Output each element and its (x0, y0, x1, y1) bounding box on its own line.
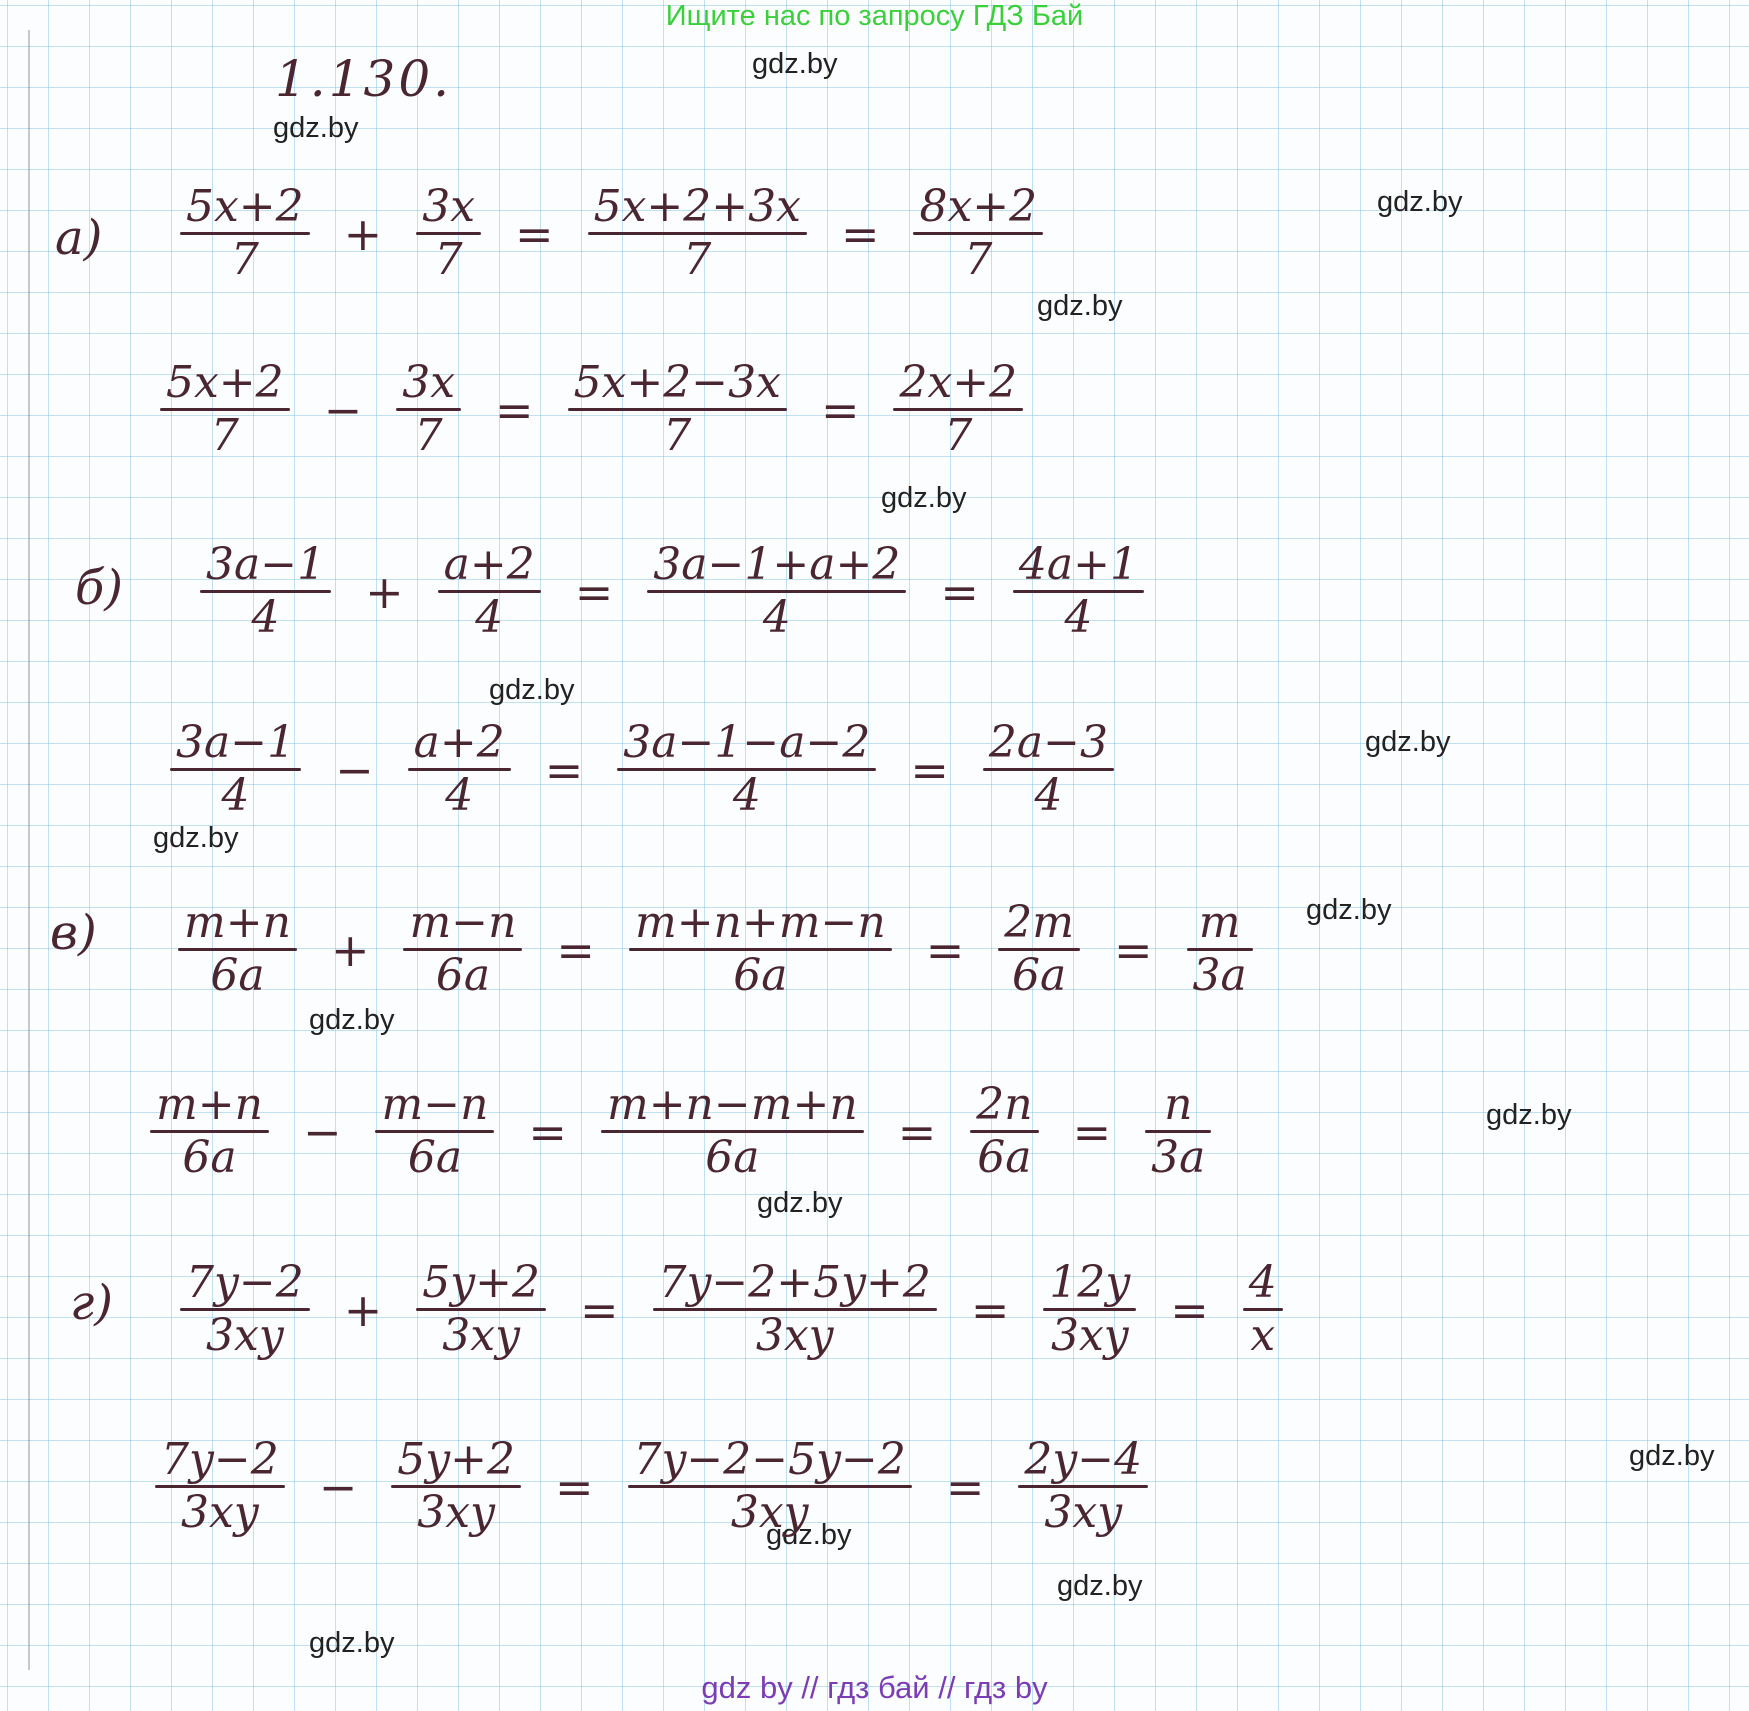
numerator: 7y−2 (186, 1257, 304, 1308)
operator: + (343, 206, 383, 261)
equals-sign: = (945, 1459, 985, 1514)
denominator: 7 (414, 410, 443, 461)
numerator: 4 (1248, 1257, 1277, 1308)
numerator: n (1164, 1079, 1193, 1130)
denominator: 3xy (730, 1487, 809, 1538)
operator: − (318, 1459, 358, 1514)
denominator: 7 (230, 234, 259, 285)
numerator: m−n (381, 1079, 489, 1130)
numerator: 5x+2+3x (593, 181, 801, 232)
denominator: 7 (964, 234, 993, 285)
numerator: 3x (402, 357, 456, 408)
denominator: 6a (1011, 950, 1067, 1001)
equation-a-sum (180, 182, 1043, 285)
fraction (568, 358, 787, 461)
fraction (1145, 1080, 1211, 1183)
equation-a-diff (160, 358, 1023, 461)
fraction (1187, 898, 1253, 1001)
denominator: 3xy (755, 1310, 834, 1361)
denominator: 3xy (442, 1310, 520, 1361)
equation-c-diff (150, 1080, 1211, 1183)
denominator: 3xy (181, 1487, 259, 1538)
numerator: m+n+m−n (634, 897, 886, 948)
operator: + (330, 922, 370, 977)
equation-c-sum (178, 898, 1253, 1001)
denominator: 4 (221, 770, 250, 821)
denominator: 6a (705, 1132, 760, 1183)
denominator: 3a (1192, 950, 1247, 1001)
equals-sign: = (495, 382, 534, 437)
watermark: gdz.by (1306, 894, 1392, 926)
fraction (998, 898, 1080, 1001)
top-banner: Ищите нас по запросу ГДЗ Бай (665, 0, 1084, 32)
numerator: 5y+2 (397, 1434, 515, 1485)
equals-sign: = (820, 382, 860, 437)
numerator: 3a−1 (206, 539, 326, 590)
fraction (913, 182, 1043, 285)
denominator: 3a (1151, 1132, 1206, 1183)
fraction (155, 1435, 285, 1538)
equals-sign: = (574, 564, 614, 619)
numerator: 8x+2 (919, 181, 1038, 232)
numerator: 2m (1004, 897, 1074, 948)
fraction (653, 1258, 937, 1361)
numerator: 5x+2 (186, 181, 304, 232)
fraction (170, 718, 301, 821)
operator: + (343, 1282, 383, 1337)
fraction (180, 182, 310, 285)
part-label-c: в) (50, 905, 97, 961)
equals-sign: = (1113, 922, 1153, 977)
fraction (629, 898, 892, 1001)
fraction (150, 1080, 269, 1183)
denominator: 4 (445, 770, 474, 821)
equals-sign: = (840, 206, 880, 261)
watermark: gdz.by (752, 48, 838, 80)
fraction (180, 1258, 310, 1361)
watermark: gdz.by (1377, 186, 1463, 218)
equation-d-sum (180, 1258, 1283, 1361)
numerator: 12y (1049, 1257, 1131, 1308)
equals-sign: = (528, 1104, 567, 1159)
denominator: 4 (475, 592, 504, 643)
operator: − (323, 382, 363, 437)
numerator: 2n (976, 1079, 1033, 1130)
denominator: 6a (210, 950, 265, 1001)
numerator: 7y−2 (161, 1434, 279, 1485)
fraction (375, 1080, 494, 1183)
fraction (1013, 540, 1144, 643)
equation-b-diff (170, 718, 1114, 821)
denominator: 4 (762, 592, 791, 643)
denominator: 7 (434, 234, 463, 285)
fraction (1243, 1258, 1283, 1361)
fraction (1018, 1435, 1148, 1538)
equation-d-diff (155, 1435, 1148, 1538)
numerator: 3a−1+a+2 (653, 539, 901, 590)
denominator: 7 (683, 234, 712, 285)
fraction (416, 182, 481, 285)
fraction (1043, 1258, 1136, 1361)
denominator: 3xy (1044, 1487, 1123, 1538)
denominator: 3xy (206, 1310, 284, 1361)
exercise-number: 1.130. (275, 50, 453, 108)
numerator: 5y+2 (422, 1257, 540, 1308)
fraction (970, 1080, 1038, 1183)
fraction (416, 1258, 546, 1361)
numerator: m−n (409, 897, 517, 948)
numerator: a+2 (443, 539, 535, 590)
denominator: 4 (1034, 770, 1063, 821)
part-label-b: б) (75, 560, 124, 616)
denominator: 6a (182, 1132, 237, 1183)
fraction (403, 898, 522, 1001)
equals-sign: = (1170, 1282, 1209, 1337)
numerator: 3x (422, 181, 476, 232)
fraction (396, 358, 461, 461)
denominator: 7 (210, 410, 239, 461)
denominator: 6a (407, 1132, 463, 1183)
equals-sign: = (554, 1459, 594, 1514)
numerator: m+n−m+n (606, 1079, 858, 1130)
watermark: gdz.by (273, 112, 359, 144)
equals-sign: = (1072, 1104, 1112, 1159)
watermark: gdz.by (309, 1004, 395, 1036)
numerator: 5x+2−3x (573, 357, 781, 408)
watermark: gdz.by (309, 1627, 395, 1659)
part-label-d: г) (70, 1275, 113, 1331)
numerator: m+n (184, 897, 291, 948)
denominator: 6a (977, 1132, 1032, 1183)
denominator: 6a (435, 950, 491, 1001)
equals-sign: = (544, 742, 584, 797)
fraction (408, 718, 511, 821)
equals-sign: = (940, 564, 979, 619)
watermark: gdz.by (1365, 726, 1451, 758)
denominator: 4 (1064, 592, 1093, 643)
watermark: gdz.by (1486, 1099, 1572, 1131)
operator: − (335, 742, 374, 797)
denominator: x (1250, 1310, 1276, 1361)
operator: + (365, 564, 404, 619)
fraction (200, 540, 331, 643)
denominator: 4 (251, 592, 280, 643)
equation-b-sum (200, 540, 1144, 643)
denominator: 6a (733, 950, 788, 1001)
fraction (160, 358, 290, 461)
fraction (601, 1080, 864, 1183)
equals-sign: = (970, 1282, 1010, 1337)
denominator: 3xy (1050, 1310, 1129, 1361)
watermark: gdz.by (757, 1187, 843, 1219)
equals-sign: = (515, 206, 554, 261)
fraction (647, 540, 906, 643)
watermark: gdz.by (153, 822, 239, 854)
numerator: 7y−2−5y−2 (633, 1434, 906, 1485)
numerator: 5x+2 (166, 357, 284, 408)
part-label-a: a) (55, 210, 103, 266)
numerator: 2a−3 (988, 717, 1108, 768)
numerator: a+2 (413, 717, 505, 768)
margin-line (28, 30, 30, 1670)
watermark: gdz.by (1057, 1570, 1143, 1602)
equals-sign: = (556, 922, 595, 977)
fraction (178, 898, 297, 1001)
fraction (391, 1435, 521, 1538)
denominator: 7 (663, 410, 692, 461)
equals-sign: = (910, 742, 949, 797)
watermark: gdz.by (881, 482, 967, 514)
fraction (983, 718, 1114, 821)
fraction (617, 718, 876, 821)
denominator: 7 (944, 410, 973, 461)
watermark: gdz.by (766, 1519, 852, 1551)
fraction (588, 182, 807, 285)
fraction (438, 540, 541, 643)
numerator: m+n (156, 1079, 263, 1130)
denominator: 4 (732, 770, 761, 821)
bottom-banner: gdz by // гдз бай // гдз by (701, 1670, 1048, 1705)
equals-sign: = (579, 1282, 619, 1337)
numerator: m (1198, 897, 1241, 948)
numerator: 7y−2+5y+2 (658, 1257, 931, 1308)
numerator: 4a+1 (1018, 539, 1138, 590)
numerator: 2x+2 (899, 357, 1018, 408)
numerator: 3a−1 (176, 717, 296, 768)
numerator: 3a−1−a−2 (623, 717, 871, 768)
watermark: gdz.by (489, 674, 575, 706)
fraction (628, 1435, 912, 1538)
denominator: 3xy (417, 1487, 495, 1538)
operator: − (302, 1104, 342, 1159)
fraction (893, 358, 1023, 461)
watermark: gdz.by (1037, 290, 1123, 322)
equals-sign: = (897, 1104, 937, 1159)
equals-sign: = (925, 922, 965, 977)
watermark: gdz.by (1629, 1440, 1715, 1472)
numerator: 2y−4 (1024, 1434, 1143, 1485)
